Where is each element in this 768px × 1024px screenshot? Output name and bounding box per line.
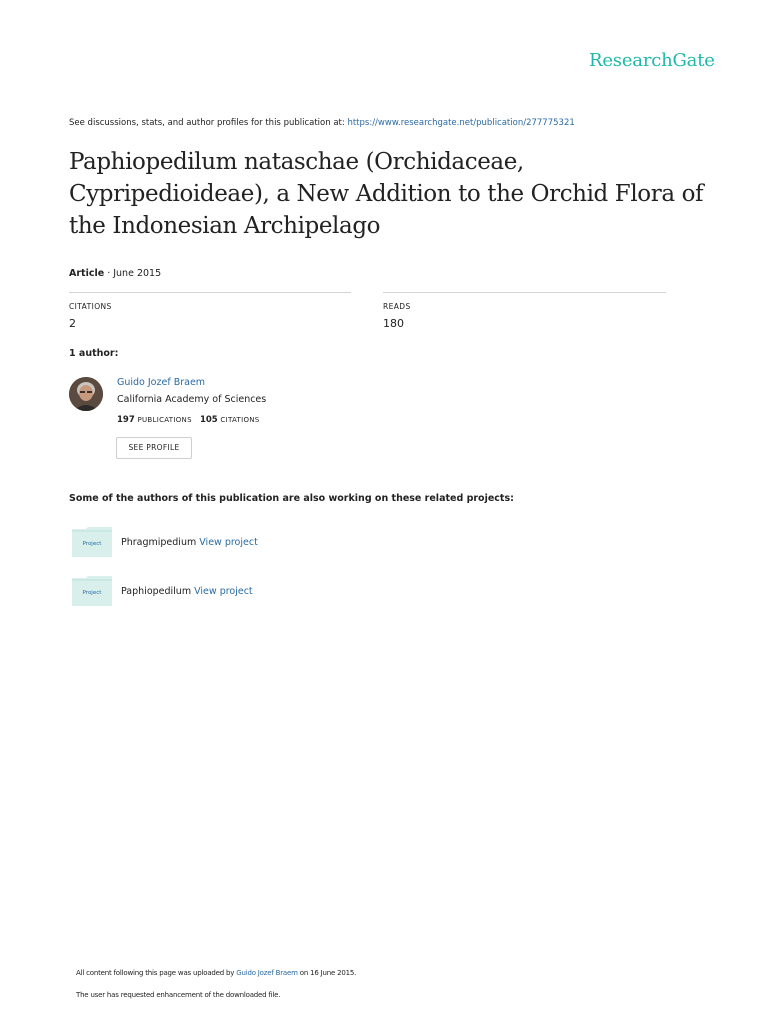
project-name: Phragmipedium: [121, 537, 197, 548]
see-discussions-text: See discussions, stats, and author profiles for this publication at:: [69, 118, 345, 128]
see-discussions-line: [69, 118, 575, 128]
see-profile-button[interactable]: SEE PROFILE: [116, 437, 192, 459]
project-name: Paphiopedilum: [121, 586, 192, 597]
upload-notice: [76, 969, 356, 977]
publication-meta: [69, 268, 161, 279]
project-row: [121, 537, 258, 548]
author-citations-label: CITATIONS: [220, 416, 260, 424]
related-projects-heading: Some of the authors of this publication are also working on these related projects:: [69, 493, 514, 504]
citations-label: CITATIONS: [69, 302, 112, 311]
citations-divider: [69, 292, 351, 293]
publication-type: Article: [69, 268, 105, 279]
authors-heading: 1 author:: [69, 348, 119, 359]
author-citations-count: 105: [199, 415, 218, 425]
reads-label: READS: [383, 302, 411, 311]
author-publications-label: PUBLICATIONS: [137, 416, 192, 424]
reads-value: 180: [383, 317, 404, 330]
author-name-link[interactable]: Guido Jozef Braem: [117, 377, 206, 388]
author-institution: California Academy of Sciences: [117, 394, 267, 405]
publication-date: · June 2015: [104, 268, 162, 279]
publication-title: Paphiopedilum nataschae (Orchidaceae, Cypripedioideae), a New Addition to the Orchid Flora of the Indonesian Archipelago: [69, 149, 704, 239]
citations-value: 2: [69, 317, 76, 330]
upload-prefix: All content following this page was uploaded by: [76, 969, 235, 977]
researchgate-logo[interactable]: ResearchGate: [589, 50, 715, 71]
view-project-link[interactable]: View project: [194, 586, 253, 597]
author-publications-count: 197: [117, 415, 135, 425]
enhancement-notice: The user has requested enhancement of the downloaded file.: [76, 991, 281, 999]
reads-divider: [383, 292, 666, 293]
uploader-link[interactable]: Guido Jozef Braem: [236, 969, 298, 977]
project-badge: Project: [82, 590, 102, 596]
project-badge: Project: [82, 541, 102, 547]
author-photo-icon: [69, 377, 103, 411]
project-row: [121, 586, 253, 597]
author-stats: [117, 415, 260, 425]
upload-suffix: on 16 June 2015.: [299, 969, 357, 977]
author-avatar[interactable]: [69, 377, 103, 411]
view-project-link[interactable]: View project: [199, 537, 258, 548]
publication-url-link[interactable]: https://www.researchgate.net/publication/277775321: [347, 118, 575, 128]
